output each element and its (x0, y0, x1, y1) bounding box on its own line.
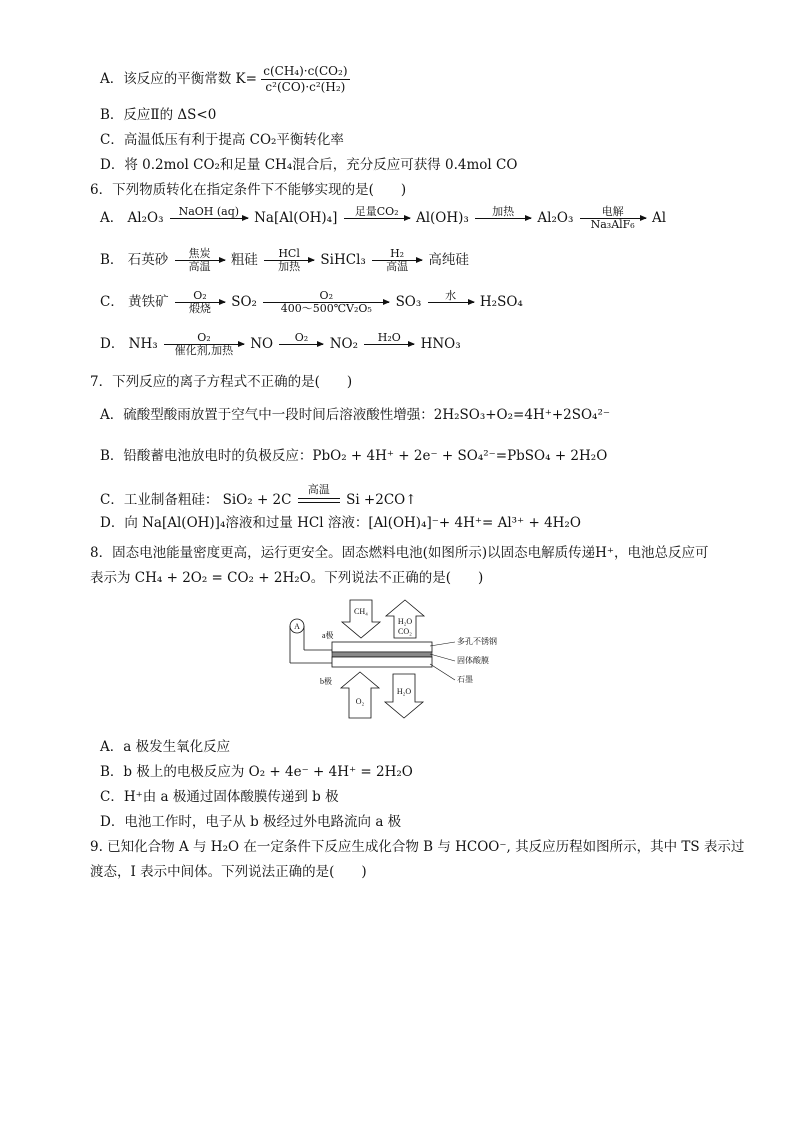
h2o-outflow-arrow (385, 674, 423, 718)
arrow-condition: O₂ (319, 289, 333, 302)
option-label: D． (100, 336, 125, 352)
a-pole-label: a极 (322, 631, 334, 640)
q5-option-a (100, 64, 350, 95)
solid-acid-label: 固体酸膜 (457, 656, 489, 665)
q9-stem-line1: 9. 已知化合物 A 与 H₂O 在一定条件下反应生成化合物 B 与 HCOO⁻, 其反应历程如图所示，其中 TS 表示过 (90, 839, 745, 855)
arrow-condition: 催化剂,加热 (174, 344, 234, 357)
o2-label: O₂ (355, 697, 365, 706)
arrow-condition: 高温 (386, 260, 409, 273)
o2-inflow-arrow (341, 672, 379, 718)
arrow-condition: O₂ (193, 289, 207, 302)
species: SiHCl₃ (320, 252, 366, 268)
ammeter-label: A (294, 622, 300, 631)
species: H₂SO₄ (479, 294, 523, 310)
species: Al(OH)₃ (415, 210, 469, 226)
arrow-condition: 加热 (492, 205, 515, 218)
arrow-condition: O₂ (294, 331, 309, 344)
graphite-label: 石墨 (457, 675, 473, 684)
species: NO₂ (329, 336, 358, 352)
arrow-condition: 加热 (278, 260, 301, 273)
equation-left: C．工业制备粗硅： SiO₂ + 2C (100, 492, 292, 508)
equation-right: Si +2CO↑ (346, 492, 417, 508)
arrow-condition: NaOH (aq) (178, 205, 240, 218)
q8-option-a: A．a 极发生氧化反应 (100, 739, 231, 755)
reaction-arrow (263, 290, 389, 315)
q5-option-b: B．反应Ⅱ的 ΔS<0 (100, 107, 217, 123)
species: Al (651, 210, 667, 226)
fraction-numerator: c(CH₄)·c(CO₂) (263, 64, 348, 78)
q8-stem-line1: 8．固态电池能量密度更高，运行更安全。固态燃料电池(如图所示)以固态电解质传递H⁺，电池总反应可 (90, 545, 709, 561)
arrow-condition: Na₃AlF₆ (590, 218, 635, 231)
species: NH₃ (128, 336, 158, 352)
species: 黄铁矿 (128, 294, 169, 310)
reaction-arrow (164, 332, 244, 357)
solid-acid-membrane (332, 652, 432, 657)
q8-option-c: C．H⁺由 a 极通过固体酸膜传递到 b 极 (100, 789, 339, 805)
species: 高纯硅 (428, 252, 469, 268)
option-label: B． (100, 252, 124, 268)
arrow-condition: 高温 (188, 260, 211, 273)
h2o-bottom-label: H₂O (396, 687, 412, 696)
q9-stem-line2: 渡态，I 表示中间体。下列说法正确的是( ) (90, 864, 367, 880)
arrow-condition: 400～500℃V₂O₅ (280, 302, 372, 315)
reaction-arrow (175, 290, 225, 315)
arrow-condition: 煅烧 (188, 302, 211, 315)
species: Na[Al(OH)₄] (254, 210, 338, 226)
arrow-condition: 水 (445, 289, 457, 302)
arrow-condition: 焦炭 (188, 247, 211, 260)
q6-option-b (100, 248, 469, 273)
option-label: C． (100, 294, 124, 310)
porous-steel-label: 多孔不锈钢 (457, 637, 497, 646)
reaction-arrow (372, 248, 422, 273)
q6-stem: 6．下列物质转化在指定条件下不能够实现的是( ) (90, 182, 407, 198)
fuel-cell-diagram (280, 598, 510, 720)
arrow-condition: 足量CO₂ (354, 205, 399, 218)
arrow-condition: O₂ (197, 331, 211, 344)
reaction-arrow (175, 248, 225, 273)
q7-option-d: D．向 Na[Al(OH)]₄溶液和过量 HCl 溶液：[Al(OH)₄]⁻+ 4H⁺= Al³⁺ + 4H₂O (100, 515, 581, 531)
h2o-top-label: H₂O (397, 617, 413, 626)
species: 粗硅 (230, 252, 258, 268)
q5-option-a-prefix: A．该反应的平衡常数 K= (100, 71, 257, 87)
q5-option-d: D．将 0.2mol CO₂和足量 CH₄混合后，充分反应可获得 0.4mol CO (100, 157, 518, 173)
q6-option-a (100, 206, 666, 231)
graphite-layer (332, 657, 432, 667)
q6-option-d (100, 332, 461, 357)
equilibrium-constant-fraction (261, 64, 349, 95)
equal-sign-with-condition (298, 484, 340, 509)
species: Al₂O₃ (537, 210, 574, 226)
option-label: A． (100, 210, 124, 226)
b-pole-label: b极 (320, 677, 332, 686)
reaction-arrow (580, 206, 646, 231)
porous-steel-layer (332, 642, 432, 652)
species: NO (250, 336, 274, 352)
reaction-arrow (344, 206, 410, 231)
q7-option-b: B．铅酸蓄电池放电时的负极反应：PbO₂ + 4H⁺ + 2e⁻ + SO₄²⁻=PbSO₄ + 2H₂O (100, 448, 608, 464)
q5-option-c: C．高温低压有利于提高 CO₂平衡转化率 (100, 132, 344, 148)
q8-stem-line2: 表示为 CH₄ + 2O₂ = CO₂ + 2H₂O。下列说法不正确的是( ) (90, 570, 484, 586)
species: SO₂ (231, 294, 257, 310)
reaction-arrow (475, 206, 531, 231)
fraction-denominator: c²(CO)·c²(H₂) (265, 80, 346, 94)
arrow-condition: 高温 (307, 483, 330, 496)
q8-option-b: B．b 极上的电极反应为 O₂ + 4e⁻ + 4H⁺ = 2H₂O (100, 764, 413, 780)
q6-option-c (100, 290, 523, 315)
species: 石英砂 (127, 252, 169, 268)
arrow-condition: H₂ (390, 247, 405, 260)
arrow-condition: 电解 (601, 205, 624, 218)
reaction-arrow (279, 332, 323, 357)
q7-option-c (100, 484, 417, 509)
reaction-arrow (364, 332, 414, 357)
reaction-arrow (264, 248, 314, 273)
reaction-arrow (170, 206, 248, 231)
species: SO₃ (395, 294, 422, 310)
arrow-condition: H₂O (377, 331, 401, 344)
reaction-arrow (428, 290, 474, 315)
species: Al₂O₃ (127, 210, 164, 226)
q7-stem: 7．下列反应的离子方程式不正确的是( ) (90, 374, 353, 390)
ch4-inflow-arrow (342, 600, 380, 638)
ch4-label: CH₄ (354, 607, 368, 616)
co2-label: CO₂ (398, 627, 412, 636)
arrow-condition: HCl (278, 247, 300, 260)
q7-option-a: A．硫酸型酸雨放置于空气中一段时间后溶液酸性增强：2H₂SO₃+O₂=4H⁺+2SO₄²⁻ (100, 407, 611, 423)
q8-option-d: D．电池工作时，电子从 b 极经过外电路流向 a 极 (100, 814, 402, 830)
species: HNO₃ (420, 336, 461, 352)
